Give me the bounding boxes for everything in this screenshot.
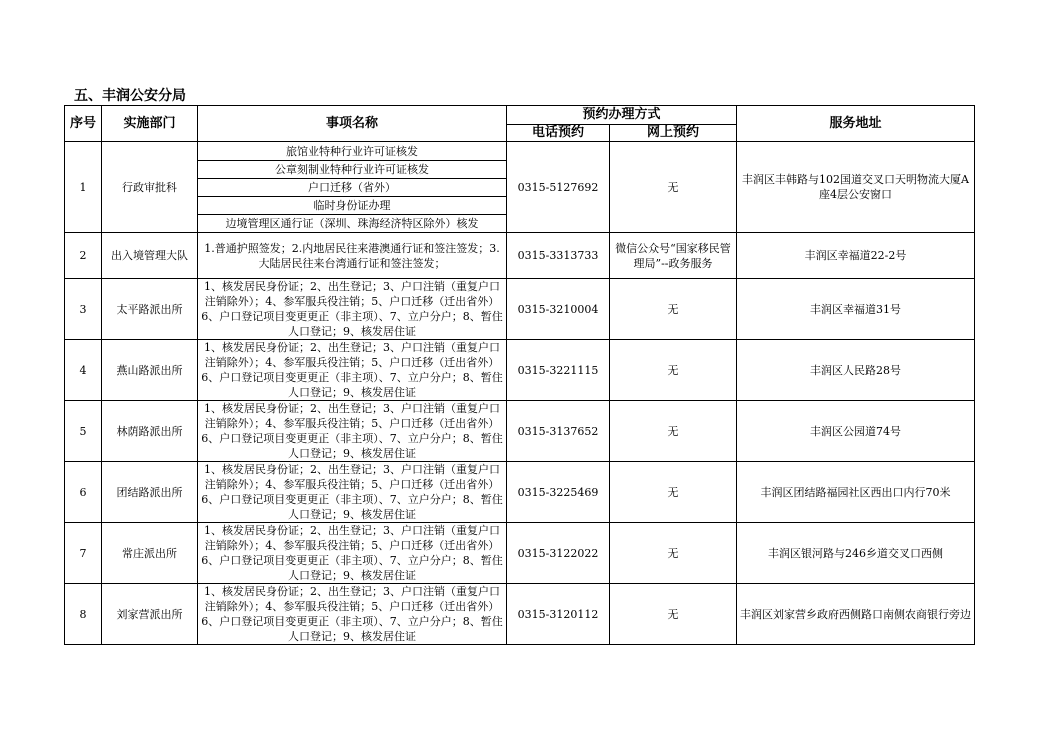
table-row — [65, 279, 975, 340]
table-row — [65, 523, 975, 584]
row-online: 无 — [610, 462, 737, 523]
row-phone: 0315-3225469 — [507, 462, 610, 523]
row-address: 丰润区幸福道31号 — [737, 279, 975, 340]
row-seq: 7 — [65, 523, 102, 584]
row-items-text: 1、核发居民身份证；2、出生登记；3、户口注销（重复户口注销除外）；4、参军服兵役注销；5、户口迁移（迁出省外）6、户口登记项目变更更正（非主项）、7、立户分户；8、暂住人口登记；9、核发居住证 — [201, 280, 503, 338]
row-phone: 0315-3210004 — [507, 279, 610, 340]
row-address: 丰润区银河路与246乡道交叉口西侧 — [737, 523, 975, 584]
row-phone: 0315-3120112 — [507, 584, 610, 645]
table-row — [65, 584, 975, 645]
row-phone: 0315-3122022 — [507, 523, 610, 584]
row-phone: 0315-3221115 — [507, 340, 610, 401]
row-items — [198, 340, 507, 401]
row-seq: 1 — [65, 142, 102, 233]
table-row — [65, 401, 975, 462]
row-items — [198, 279, 507, 340]
row-dept: 林荫路派出所 — [102, 401, 198, 462]
row-phone: 0315-3313733 — [507, 233, 610, 279]
row-address: 丰润区刘家营乡政府西侧路口南侧农商银行旁边 — [737, 584, 975, 645]
row-seq: 3 — [65, 279, 102, 340]
row-seq: 4 — [65, 340, 102, 401]
row-items — [198, 142, 507, 233]
row-dept: 燕山路派出所 — [102, 340, 198, 401]
row-phone: 0315-3137652 — [507, 401, 610, 462]
row-items-text: 1、核发居民身份证；2、出生登记；3、户口注销（重复户口注销除外）；4、参军服兵役注销；5、户口迁移（迁出省外）6、户口登记项目变更更正（非主项）、7、立户分户；8、暂住人口登记；9、核发居住证 — [201, 524, 503, 582]
row-seq: 2 — [65, 233, 102, 279]
table-row — [65, 462, 975, 523]
row-dept: 团结路派出所 — [102, 462, 198, 523]
header-row — [65, 106, 975, 125]
item-entry: 公章刻制业特种行业许可证核发 — [198, 161, 506, 179]
table-row — [65, 233, 975, 279]
row-items-text: 1、核发居民身份证；2、出生登记；3、户口注销（重复户口注销除外）；4、参军服兵役注销；5、户口迁移（迁出省外）6、户口登记项目变更更正（非主项）、7、立户分户；8、暂住人口登记；9、核发居住证 — [201, 463, 503, 521]
row-seq: 8 — [65, 584, 102, 645]
row-address: 丰润区丰韩路与102国道交叉口天明物流大厦A座4层公安窗口 — [737, 142, 975, 233]
item-entry: 临时身份证办理 — [198, 197, 506, 215]
item-entry: 户口迁移（省外） — [198, 179, 506, 197]
row-items: 1.普通护照签发；2.内地居民往来港澳通行证和签注签发；3.大陆居民往来台湾通行证和签注签发； — [198, 233, 507, 279]
appointment-table — [64, 105, 975, 645]
header-dept: 实施部门 — [102, 106, 198, 142]
row-address: 丰润区公园道74号 — [737, 401, 975, 462]
header-phone: 电话预约 — [507, 125, 610, 142]
header-seq: 序号 — [65, 106, 102, 142]
row-items — [198, 462, 507, 523]
row-seq: 6 — [65, 462, 102, 523]
row-dept: 出入境管理大队 — [102, 233, 198, 279]
row-dept: 太平路派出所 — [102, 279, 198, 340]
row-dept: 常庄派出所 — [102, 523, 198, 584]
row-address: 丰润区幸福道22-2号 — [737, 233, 975, 279]
item-entry: 旅馆业特种行业许可证核发 — [198, 143, 506, 161]
header-address: 服务地址 — [737, 106, 975, 142]
row-online: 无 — [610, 584, 737, 645]
row-address: 丰润区人民路28号 — [737, 340, 975, 401]
table-row — [65, 142, 975, 233]
row-items-text: 1、核发居民身份证；2、出生登记；3、户口注销（重复户口注销除外）；4、参军服兵役注销；5、户口迁移（迁出省外）6、户口登记项目变更更正（非主项）、7、立户分户；8、暂住人口登记；9、核发居住证 — [201, 341, 503, 399]
row-address: 丰润区团结路福园社区西出口内行70米 — [737, 462, 975, 523]
row-online: 微信公众号“国家移民管理局”--政务服务 — [610, 233, 737, 279]
table-row — [65, 340, 975, 401]
row-online: 无 — [610, 279, 737, 340]
row-dept: 行政审批科 — [102, 142, 198, 233]
row-items — [198, 523, 507, 584]
row-items — [198, 584, 507, 645]
row-items — [198, 401, 507, 462]
row-online: 无 — [610, 340, 737, 401]
row-dept: 刘家营派出所 — [102, 584, 198, 645]
row-online: 无 — [610, 142, 737, 233]
item-entry: 边境管理区通行证（深圳、珠海经济特区除外）核发 — [225, 216, 479, 230]
row-online: 无 — [610, 401, 737, 462]
row-phone: 0315-5127692 — [507, 142, 610, 233]
header-item: 事项名称 — [198, 106, 507, 142]
row-online: 无 — [610, 523, 737, 584]
header-method: 预约办理方式 — [507, 106, 737, 125]
row-items-text: 1、核发居民身份证；2、出生登记；3、户口注销（重复户口注销除外）；4、参军服兵役注销；5、户口迁移（迁出省外）6、户口登记项目变更更正（非主项）、7、立户分户；8、暂住人口登记；9、核发居住证 — [201, 585, 503, 643]
header-online: 网上预约 — [610, 125, 737, 142]
section-title: 五、丰润公安分局 — [74, 88, 186, 104]
row-items-text: 1、核发居民身份证；2、出生登记；3、户口注销（重复户口注销除外）；4、参军服兵役注销；5、户口迁移（迁出省外）6、户口登记项目变更更正（非主项）、7、立户分户；8、暂住人口登记；9、核发居住证 — [201, 402, 503, 460]
row-seq: 5 — [65, 401, 102, 462]
